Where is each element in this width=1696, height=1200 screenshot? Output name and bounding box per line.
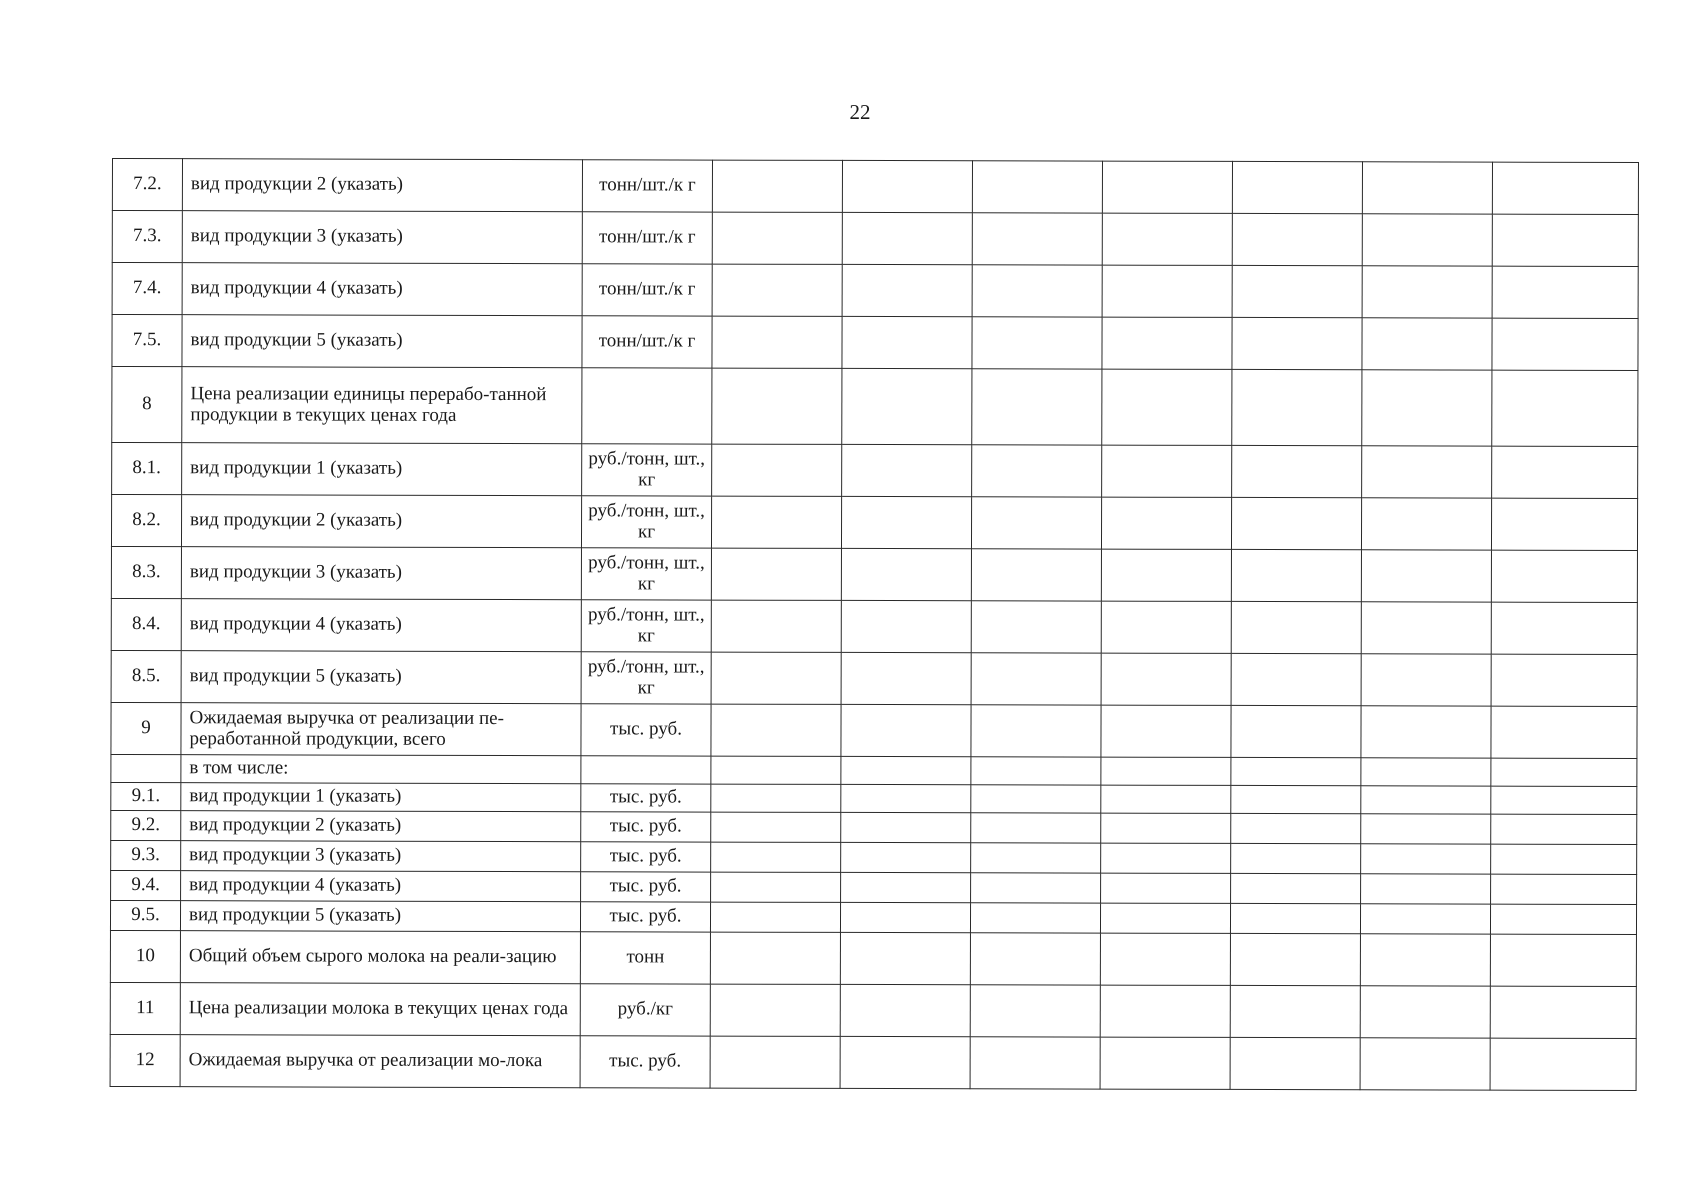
- table-row: [110, 1034, 1636, 1090]
- table-row: [111, 870, 1637, 904]
- value-cell[interactable]: [712, 368, 842, 444]
- value-cell[interactable]: [710, 932, 840, 984]
- row-number: 7.5.: [112, 315, 182, 367]
- value-cell[interactable]: [1102, 265, 1232, 317]
- value-cell[interactable]: [1231, 873, 1361, 903]
- table-row: [111, 810, 1637, 844]
- value-cell[interactable]: [1232, 369, 1362, 445]
- indicators-table: [110, 158, 1639, 1091]
- row-number: 9: [111, 702, 181, 754]
- value-cell[interactable]: [711, 872, 841, 902]
- table-row: [112, 367, 1638, 447]
- indicator-name: вид продукции 4 (указать): [181, 599, 581, 652]
- value-cell[interactable]: [1232, 161, 1362, 213]
- value-cell[interactable]: [1231, 785, 1361, 813]
- unit-cell: тонн/шт./к г: [582, 160, 712, 212]
- indicator-name: вид продукции 2 (указать): [181, 811, 581, 842]
- value-cell[interactable]: [1490, 934, 1636, 986]
- value-cell[interactable]: [971, 705, 1101, 757]
- indicator-name: в том числе:: [181, 755, 581, 784]
- indicator-name: вид продукции 5 (указать): [181, 651, 581, 704]
- row-number: 7.3.: [112, 211, 182, 263]
- value-cell[interactable]: [712, 264, 842, 316]
- row-number: 8.1.: [112, 443, 182, 495]
- value-cell[interactable]: [1230, 903, 1360, 933]
- value-cell[interactable]: [841, 652, 971, 704]
- value-cell[interactable]: [1231, 653, 1361, 705]
- value-cell[interactable]: [971, 813, 1101, 843]
- value-cell[interactable]: [1101, 705, 1231, 757]
- table-row: [111, 782, 1637, 814]
- indicator-name: вид продукции 5 (указать): [182, 315, 582, 368]
- unit-cell: тыс. руб.: [580, 1036, 710, 1088]
- value-cell[interactable]: [842, 160, 972, 212]
- value-cell[interactable]: [1100, 1037, 1230, 1089]
- value-cell[interactable]: [1361, 814, 1491, 844]
- value-cell[interactable]: [1231, 757, 1361, 785]
- unit-cell: тыс. руб.: [581, 872, 711, 902]
- value-cell[interactable]: [711, 704, 841, 756]
- value-cell[interactable]: [1101, 497, 1231, 549]
- row-number: 8.5.: [111, 650, 181, 702]
- value-cell[interactable]: [1232, 445, 1362, 497]
- value-cell[interactable]: [972, 161, 1102, 213]
- value-cell[interactable]: [711, 496, 841, 548]
- row-number: 9.4.: [111, 870, 181, 900]
- value-cell[interactable]: [1362, 214, 1492, 266]
- value-cell[interactable]: [1101, 843, 1231, 873]
- table-row: [111, 754, 1637, 786]
- indicator-name: вид продукции 3 (указать): [181, 547, 581, 600]
- value-cell[interactable]: [712, 444, 842, 496]
- value-cell[interactable]: [1101, 653, 1231, 705]
- value-cell[interactable]: [1492, 446, 1638, 498]
- row-number: 7.4.: [112, 263, 182, 315]
- value-cell[interactable]: [1491, 844, 1637, 874]
- value-cell[interactable]: [970, 903, 1100, 933]
- value-cell[interactable]: [1361, 874, 1491, 904]
- value-cell[interactable]: [1491, 758, 1637, 786]
- unit-cell: тыс. руб.: [581, 842, 711, 872]
- row-number: [111, 754, 181, 782]
- table-row: [110, 982, 1636, 1038]
- value-cell[interactable]: [1102, 317, 1232, 369]
- value-cell[interactable]: [711, 600, 841, 652]
- value-cell[interactable]: [1102, 445, 1232, 497]
- value-cell[interactable]: [970, 985, 1100, 1037]
- value-cell[interactable]: [1360, 986, 1490, 1038]
- value-cell[interactable]: [1362, 370, 1492, 446]
- value-cell[interactable]: [712, 160, 842, 212]
- value-cell[interactable]: [841, 704, 971, 756]
- value-cell[interactable]: [1231, 813, 1361, 843]
- value-cell[interactable]: [1491, 814, 1637, 844]
- indicator-name: вид продукции 3 (указать): [181, 841, 581, 872]
- unit-cell: [581, 756, 711, 784]
- value-cell[interactable]: [971, 843, 1101, 873]
- unit-cell: руб./тонн, шт., кг: [581, 496, 711, 548]
- value-cell[interactable]: [972, 213, 1102, 265]
- unit-cell: руб./тонн, шт., кг: [581, 652, 711, 704]
- value-cell[interactable]: [971, 549, 1101, 601]
- unit-cell: тонн/шт./к г: [582, 316, 712, 368]
- value-cell[interactable]: [971, 785, 1101, 813]
- value-cell[interactable]: [842, 368, 972, 444]
- value-cell[interactable]: [972, 265, 1102, 317]
- unit-cell: тонн: [580, 932, 710, 984]
- value-cell[interactable]: [1491, 874, 1637, 904]
- value-cell[interactable]: [840, 984, 970, 1036]
- value-cell[interactable]: [972, 317, 1102, 369]
- value-cell[interactable]: [841, 872, 971, 902]
- value-cell[interactable]: [1101, 873, 1231, 903]
- unit-cell: тонн/шт./к г: [582, 264, 712, 316]
- value-cell[interactable]: [1231, 549, 1361, 601]
- value-cell[interactable]: [1231, 497, 1361, 549]
- value-cell[interactable]: [1490, 1038, 1636, 1090]
- indicator-name: Цена реализации единицы перерабо-танной продукции в текущих ценах года: [182, 367, 582, 444]
- value-cell[interactable]: [1491, 706, 1637, 758]
- value-cell[interactable]: [1361, 844, 1491, 874]
- table-row: [112, 211, 1638, 267]
- row-number: 9.1.: [111, 782, 181, 810]
- row-number: 8.2.: [111, 495, 181, 547]
- value-cell[interactable]: [842, 212, 972, 264]
- value-cell[interactable]: [711, 548, 841, 600]
- value-cell[interactable]: [1360, 1038, 1490, 1090]
- value-cell[interactable]: [1492, 266, 1638, 318]
- table-row: [111, 702, 1637, 758]
- value-cell[interactable]: [1491, 654, 1637, 706]
- value-cell[interactable]: [841, 784, 971, 812]
- unit-cell: тыс. руб.: [581, 812, 711, 842]
- value-cell[interactable]: [971, 873, 1101, 903]
- indicator-name: Ожидаемая выручка от реализации пе-реработанной продукции, всего: [181, 703, 581, 756]
- table-row: [110, 930, 1636, 986]
- row-number: 8.4.: [111, 598, 181, 650]
- value-cell[interactable]: [972, 445, 1102, 497]
- value-cell[interactable]: [1492, 370, 1638, 446]
- value-cell[interactable]: [1361, 758, 1491, 786]
- table-row: [110, 900, 1636, 934]
- row-number: 7.2.: [112, 159, 182, 211]
- value-cell[interactable]: [840, 932, 970, 984]
- indicator-name: вид продукции 4 (указать): [182, 263, 582, 316]
- indicator-name: Цена реализации молока в текущих ценах года: [180, 983, 580, 1036]
- indicator-name: вид продукции 1 (указать): [182, 443, 582, 496]
- value-cell[interactable]: [1102, 369, 1232, 445]
- table-row: [111, 547, 1637, 603]
- value-cell[interactable]: [1491, 550, 1637, 602]
- value-cell[interactable]: [841, 812, 971, 842]
- unit-cell: руб./тонн, шт., кг: [581, 600, 711, 652]
- value-cell[interactable]: [842, 264, 972, 316]
- value-cell[interactable]: [1230, 933, 1360, 985]
- table-row: [111, 650, 1637, 706]
- value-cell[interactable]: [1101, 601, 1231, 653]
- indicator-name: вид продукции 1 (указать): [181, 783, 581, 812]
- value-cell[interactable]: [972, 369, 1102, 445]
- value-cell[interactable]: [971, 757, 1101, 785]
- value-cell[interactable]: [841, 496, 971, 548]
- value-cell[interactable]: [842, 444, 972, 496]
- row-number: 12: [110, 1034, 180, 1086]
- indicator-name: Общий объем сырого молока на реали-зацию: [180, 931, 580, 984]
- unit-cell: [582, 368, 712, 444]
- value-cell[interactable]: [712, 212, 842, 264]
- value-cell[interactable]: [1490, 904, 1636, 934]
- row-number: 8: [112, 367, 182, 443]
- unit-cell: тыс. руб.: [581, 784, 711, 812]
- table-row: [112, 159, 1638, 215]
- value-cell[interactable]: [1361, 498, 1491, 550]
- value-cell[interactable]: [971, 653, 1101, 705]
- page-number: 22: [849, 100, 871, 124]
- value-cell[interactable]: [1361, 550, 1491, 602]
- value-cell[interactable]: [1491, 498, 1637, 550]
- table-row: [112, 443, 1638, 499]
- row-number: 8.3.: [111, 547, 181, 599]
- value-cell[interactable]: [970, 1037, 1100, 1089]
- value-cell[interactable]: [1101, 785, 1231, 813]
- table-row: [111, 598, 1637, 654]
- value-cell[interactable]: [711, 812, 841, 842]
- unit-cell: тонн/шт./к г: [582, 212, 712, 264]
- value-cell[interactable]: [1361, 706, 1491, 758]
- value-cell[interactable]: [1490, 986, 1636, 1038]
- value-cell[interactable]: [1231, 843, 1361, 873]
- value-cell[interactable]: [711, 842, 841, 872]
- row-number: 9.2.: [111, 810, 181, 840]
- value-cell[interactable]: [971, 497, 1101, 549]
- value-cell[interactable]: [712, 316, 842, 368]
- value-cell[interactable]: [1102, 213, 1232, 265]
- value-cell[interactable]: [1362, 446, 1492, 498]
- table-row: [111, 495, 1637, 551]
- value-cell[interactable]: [1101, 813, 1231, 843]
- value-cell[interactable]: [1231, 601, 1361, 653]
- value-cell[interactable]: [1100, 903, 1230, 933]
- value-cell[interactable]: [1362, 318, 1492, 370]
- value-cell[interactable]: [1361, 786, 1491, 814]
- value-cell[interactable]: [1360, 934, 1490, 986]
- value-cell[interactable]: [1102, 161, 1232, 213]
- value-cell[interactable]: [711, 756, 841, 784]
- value-cell[interactable]: [1491, 602, 1637, 654]
- table-row: [112, 263, 1638, 319]
- value-cell[interactable]: [1492, 162, 1638, 214]
- value-cell[interactable]: [1232, 213, 1362, 265]
- value-cell[interactable]: [1231, 705, 1361, 757]
- value-cell[interactable]: [1492, 214, 1638, 266]
- value-cell[interactable]: [1232, 265, 1362, 317]
- value-cell[interactable]: [841, 600, 971, 652]
- row-number: 10: [110, 930, 180, 982]
- value-cell[interactable]: [970, 933, 1100, 985]
- value-cell[interactable]: [1100, 933, 1230, 985]
- value-cell[interactable]: [1230, 985, 1360, 1037]
- value-cell[interactable]: [1230, 1037, 1360, 1089]
- value-cell[interactable]: [1361, 602, 1491, 654]
- value-cell[interactable]: [711, 652, 841, 704]
- value-cell[interactable]: [840, 1036, 970, 1088]
- value-cell[interactable]: [1362, 266, 1492, 318]
- value-cell[interactable]: [1232, 317, 1362, 369]
- value-cell[interactable]: [971, 601, 1101, 653]
- row-number: 9.3.: [111, 840, 181, 870]
- indicator-name: Ожидаемая выручка от реализации мо-лока: [180, 1035, 580, 1088]
- unit-cell: руб./кг: [580, 984, 710, 1036]
- indicator-name: вид продукции 2 (указать): [181, 495, 581, 548]
- value-cell[interactable]: [1362, 162, 1492, 214]
- value-cell[interactable]: [1100, 985, 1230, 1037]
- value-cell[interactable]: [711, 784, 841, 812]
- value-cell[interactable]: [1101, 757, 1231, 785]
- table-row: [112, 315, 1638, 371]
- unit-cell: тыс. руб.: [580, 902, 710, 932]
- value-cell[interactable]: [1101, 549, 1231, 601]
- indicator-name: вид продукции 3 (указать): [182, 211, 582, 264]
- value-cell[interactable]: [710, 902, 840, 932]
- value-cell[interactable]: [840, 902, 970, 932]
- value-cell[interactable]: [1361, 654, 1491, 706]
- value-cell[interactable]: [710, 984, 840, 1036]
- value-cell[interactable]: [841, 756, 971, 784]
- value-cell[interactable]: [1491, 786, 1637, 814]
- unit-cell: руб./тонн, шт., кг: [582, 444, 712, 496]
- value-cell[interactable]: [1360, 904, 1490, 934]
- row-number: 11: [110, 982, 180, 1034]
- table-row: [111, 840, 1637, 874]
- indicator-name: вид продукции 4 (указать): [181, 871, 581, 902]
- unit-cell: руб./тонн, шт., кг: [581, 548, 711, 600]
- indicator-name: вид продукции 2 (указать): [182, 159, 582, 212]
- value-cell[interactable]: [1492, 318, 1638, 370]
- value-cell[interactable]: [842, 316, 972, 368]
- unit-cell: тыс. руб.: [581, 704, 711, 756]
- value-cell[interactable]: [710, 1036, 840, 1088]
- row-number: 9.5.: [110, 900, 180, 930]
- value-cell[interactable]: [841, 548, 971, 600]
- indicator-name: вид продукции 5 (указать): [180, 901, 580, 932]
- value-cell[interactable]: [841, 842, 971, 872]
